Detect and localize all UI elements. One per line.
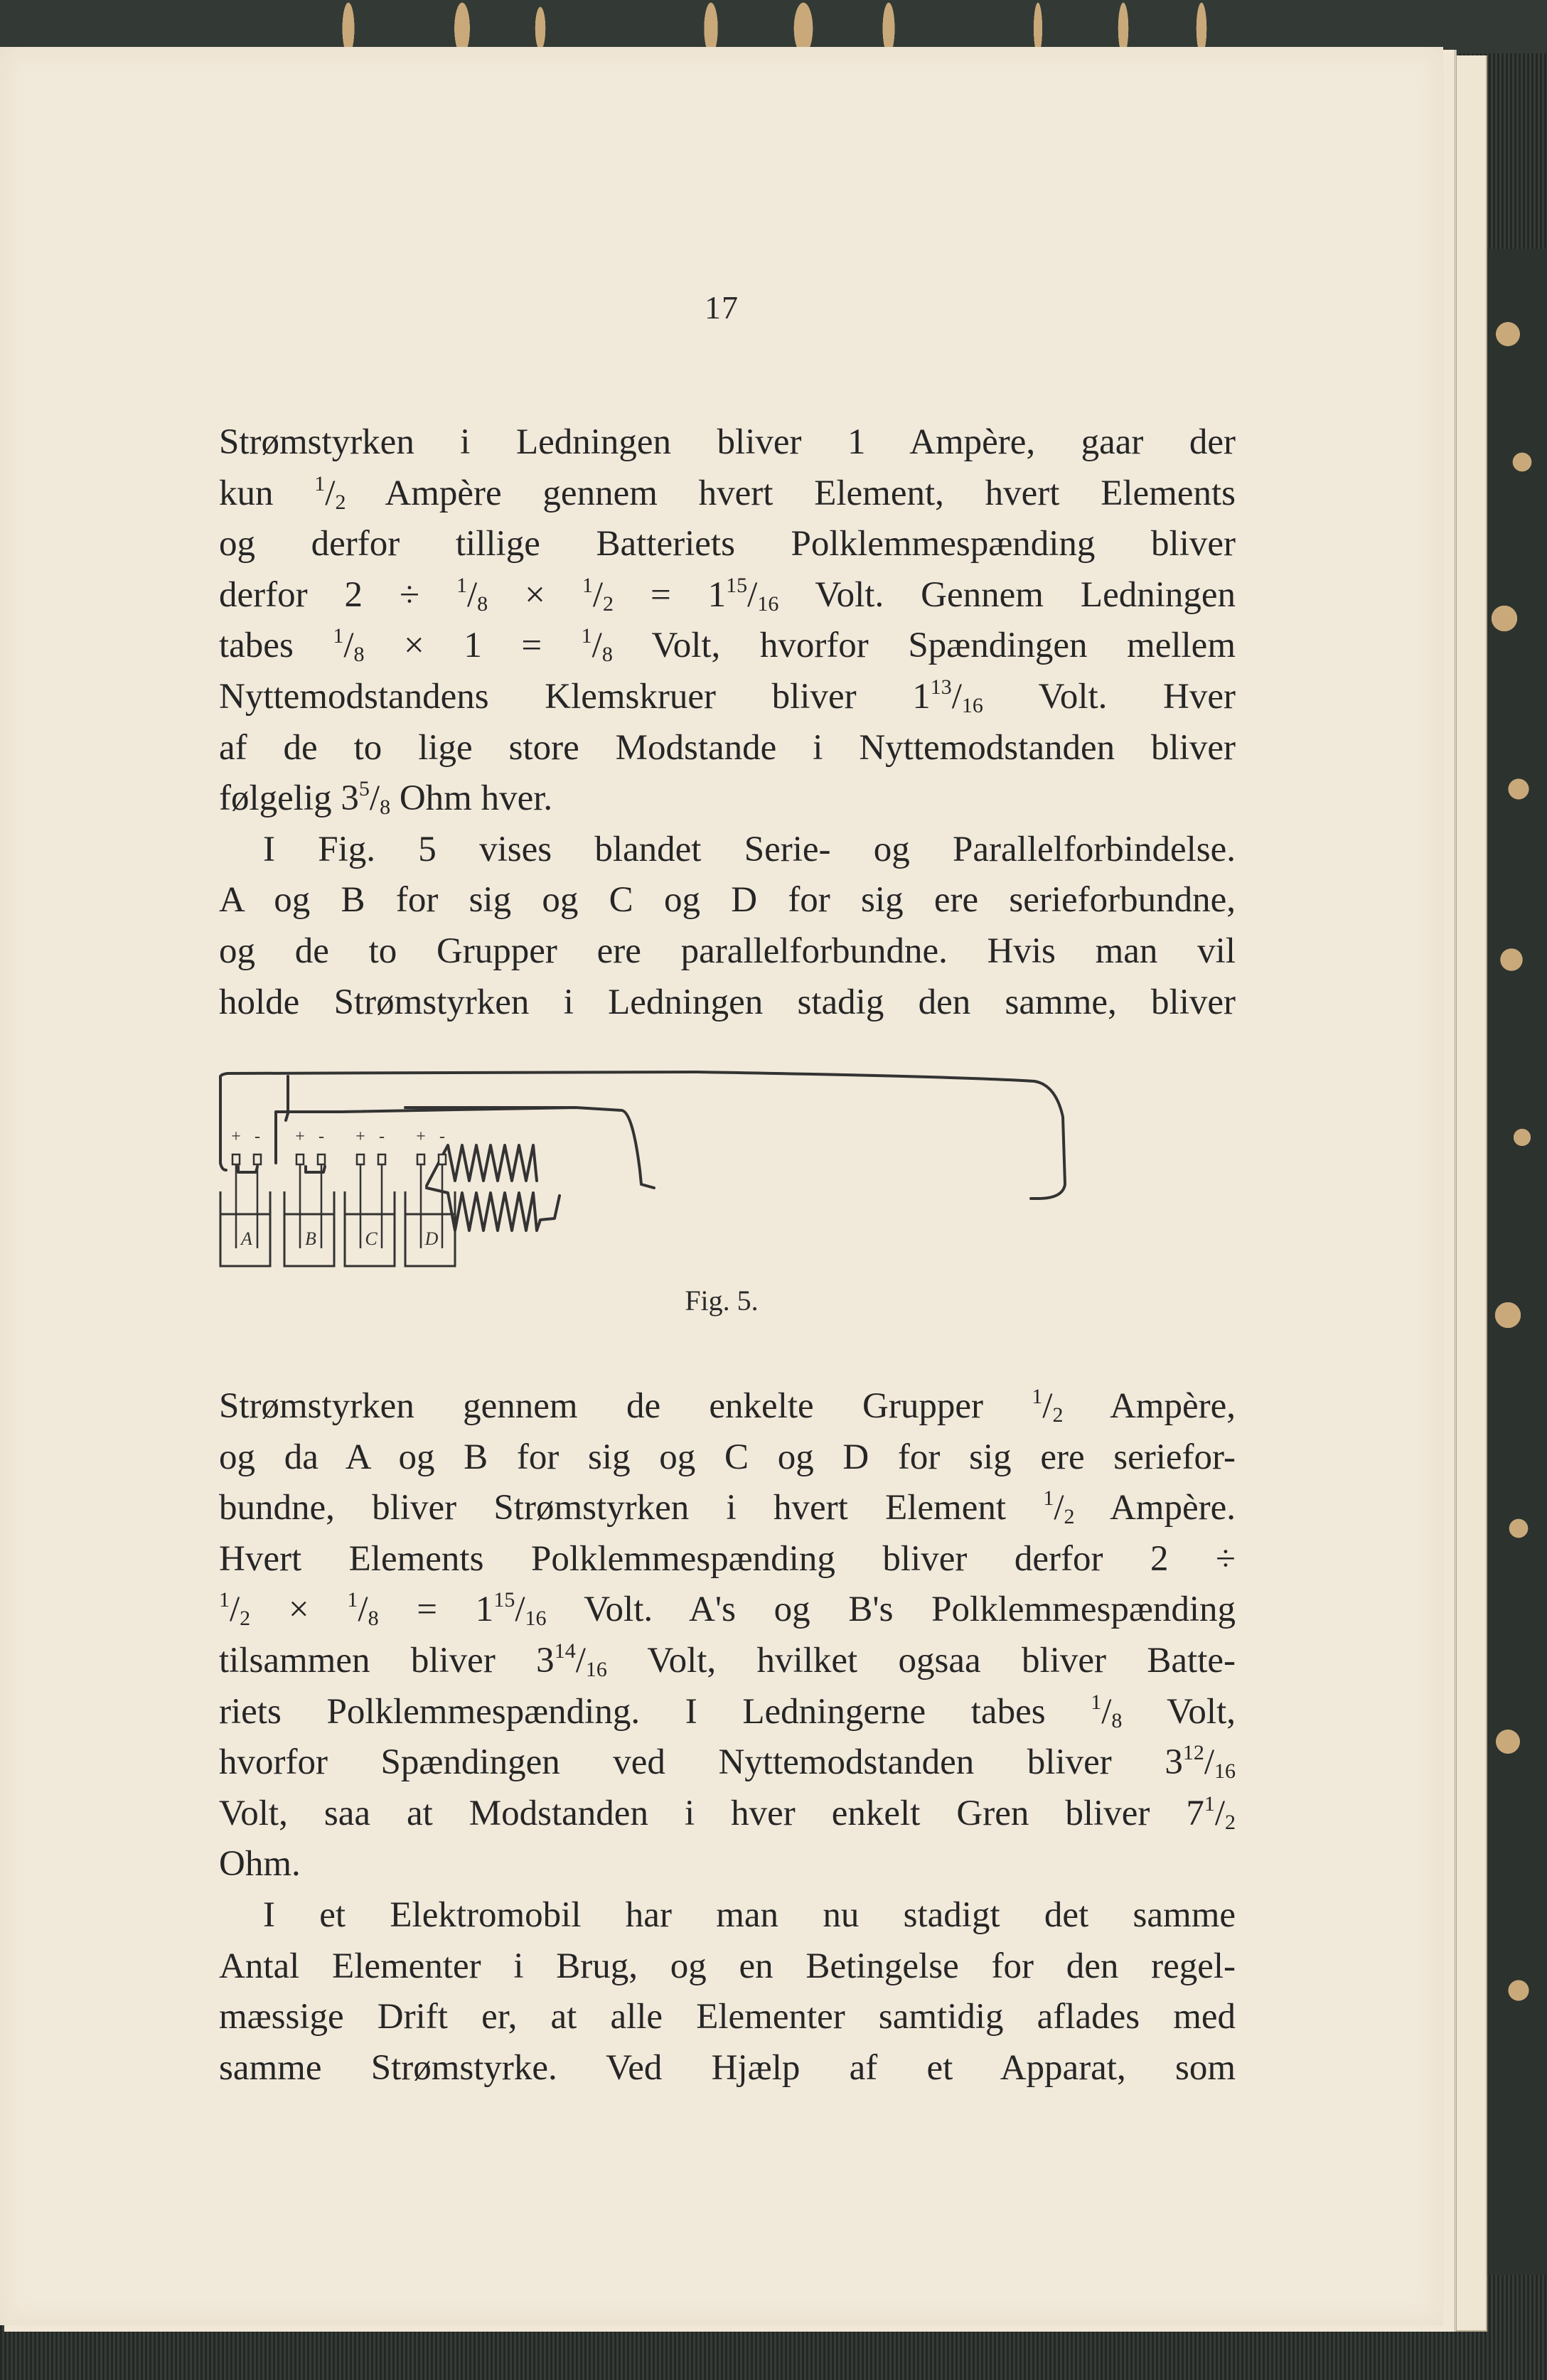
fraction: $^{15}/_{16}$ — [726, 573, 779, 616]
marbled-edge-right — [1479, 249, 1547, 2275]
minus-sign: - — [439, 1127, 445, 1146]
fraction: $^1/_2$ — [314, 471, 346, 514]
text-line: Strømstyrken gennem de enkelte Grupper $^1/_2$ Ampère, — [219, 1385, 1236, 1427]
minus-sign: - — [255, 1127, 260, 1146]
text-line: Volt, saa at Modstanden i hver enkelt Gren bliver $7^1/_2$ — [219, 1791, 1236, 1834]
fraction: $^1/_2$ — [1032, 1385, 1064, 1427]
plus-sign: + — [231, 1127, 241, 1146]
text-line: mæssige Drift er, at alle Elementer samtidig aflades med — [219, 1997, 1236, 2037]
wire-divider — [286, 1076, 288, 1120]
page-number: 17 — [705, 289, 739, 326]
text-block-upper — [219, 417, 1236, 1028]
text-line: hvorfor Spændingen ved Nyttemodstanden bliver $3^{12}/_{16}$ — [219, 1741, 1236, 1784]
text-line: derfor $2 \div ^1/_8 \times ^1/_2 = 1^{15}/_{16}$ Volt. Gennem Ledningen — [219, 573, 1236, 616]
marbled-edge-top — [0, 0, 1547, 53]
terminal — [439, 1154, 446, 1164]
text-line: af de to lige store Modstande i Nyttemodstanden bliver — [219, 727, 1236, 768]
resistance-coil-lower — [427, 1188, 560, 1231]
text-line: Antal Elementer i Brug, og en Betingelse for den regel- — [219, 1946, 1236, 1986]
terminal — [232, 1154, 240, 1164]
wire-inner — [276, 1108, 654, 1188]
terminal — [318, 1154, 325, 1164]
cell-label: D — [424, 1228, 439, 1249]
minus-sign: - — [318, 1127, 324, 1146]
terminal — [378, 1154, 385, 1164]
cell-label: A — [241, 1228, 252, 1249]
text-line: Ohm. — [219, 1844, 301, 1885]
text-line: kun $^1/_2$ Ampère gennem hvert Element, hvert Elements — [219, 471, 1236, 514]
text-line: I et Elektromobil har man nu stadigt det samme — [263, 1894, 1236, 1935]
text-line: og da A og B for sig og C og D for sig ere seriefor- — [219, 1437, 1236, 1477]
fraction: $^{14}/_{16}$ — [554, 1639, 607, 1681]
plus-sign: + — [416, 1127, 426, 1146]
plus-sign: + — [355, 1127, 365, 1146]
fraction: $^{12}/_{16}$ — [1182, 1741, 1236, 1784]
fraction: $^{15}/_{16}$ — [493, 1588, 547, 1631]
fraction: $^1/_2$ — [582, 573, 614, 616]
terminal — [254, 1154, 261, 1164]
wire-a-plus — [220, 1138, 226, 1170]
cell-label: B — [305, 1228, 316, 1249]
text-line: riets Polklemmespænding. I Ledningerne tabes $^1/_8$ Volt, — [219, 1690, 1236, 1732]
text-line: holde Strømstyrken i Ledningen stadig den samme, bliver — [219, 982, 1236, 1022]
fraction: $^1/_2$ — [1204, 1791, 1236, 1834]
text-block-lower — [219, 1381, 1236, 2094]
text-line: og de to Grupper ere parallelforbundne. Hvis man vil — [219, 931, 1236, 971]
minus-sign: - — [379, 1127, 385, 1146]
terminal — [296, 1154, 304, 1164]
text-line: tilsammen bliver $3^{14}/_{16}$ Volt, hvilket ogsaa bliver Batte- — [219, 1639, 1236, 1681]
text-line: Hvert Elements Polklemmespænding bliver derfor 2 ÷ — [219, 1538, 1236, 1579]
text-line: Nyttemodstandens Klemskruer bliver $1^{13}/_{16}$ Volt. Hver — [219, 675, 1236, 717]
text-line: tabes $^1/_8 \times 1 = ^1/_8$ Volt, hvorfor Spændingen mellem — [219, 624, 1236, 667]
battery-cell-c — [345, 1154, 395, 1266]
text-line: samme Strømstyrke. Ved Hjælp af et Apparat, som — [219, 2047, 1236, 2088]
wire-outer — [220, 1072, 1065, 1199]
text-line: Strømstyrken i Ledningen bliver 1 Ampère, gaar der — [219, 422, 1236, 462]
text-line: og derfor tillige Batteriets Polklemmespænding bliver — [219, 524, 1236, 564]
book-page — [0, 47, 1443, 2325]
terminal — [357, 1154, 364, 1164]
text-line: $^1/_2 \times ^1/_8 = 1^{15}/_{16}$ Volt. A's og B's Polklemmespænding — [219, 1588, 1236, 1631]
fraction: $^1/_2$ — [1043, 1486, 1075, 1529]
fraction: $^1/_8$ — [333, 624, 365, 667]
fraction: $^1/_8$ — [347, 1588, 379, 1631]
terminal — [417, 1154, 424, 1164]
cell-label: C — [365, 1228, 378, 1249]
battery-cell-d — [405, 1154, 455, 1266]
text-line: A og B for sig og C og D for sig ere serieforbundne, — [219, 880, 1236, 921]
plus-sign: + — [295, 1127, 305, 1146]
fraction: $^5/_8$ — [358, 777, 391, 820]
fraction: $^1/_8$ — [456, 573, 488, 616]
figure-caption: Fig. 5. — [685, 1285, 759, 1317]
text-line: bundne, bliver Strømstyrken i hvert Element $^1/_2$ Ampère. — [219, 1486, 1236, 1529]
fraction: $^{13}/_{16}$ — [930, 675, 983, 717]
fraction: $^1/_2$ — [219, 1588, 251, 1631]
fraction: $^1/_8$ — [1091, 1690, 1123, 1732]
text-line: følgelig $3^5/_8$ Ohm hver. — [219, 777, 553, 820]
fraction: $^1/_8$ — [581, 624, 613, 667]
text-line: I Fig. 5 vises blandet Serie- og Parallelforbindelse. — [263, 829, 1236, 869]
wire-a-b — [238, 1167, 257, 1172]
